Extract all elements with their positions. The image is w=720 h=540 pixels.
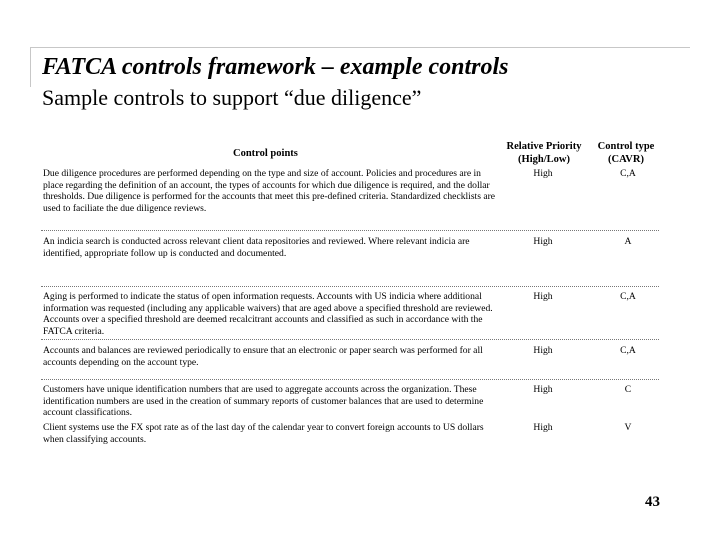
control-description: Aging is performed to indicate the status of open information requests. Accounts with US indicia where additional information was requested (including any applicable waivers) that are aged above a specified threshold are reviewed. Accounts over a specified threshold are deemed recalcitrant accounts and classified as such in accordance with the FATCA criteria. — [43, 291, 493, 337]
control-type: C,A — [620, 168, 636, 179]
header-priority-line2: (High/Low) — [518, 153, 570, 165]
control-type: A — [624, 236, 632, 247]
slide-title: FATCA controls framework – example controls — [42, 54, 509, 80]
control-priority: High — [533, 422, 553, 433]
control-priority: High — [533, 345, 553, 356]
control-description: An indicia search is conducted across relevant client data repositories and reviewed. Where relevant indicia are identified, appropriate follow up is conducted and documented. — [43, 236, 470, 259]
header-priority-line1: Relative Priority — [506, 141, 582, 152]
control-row — [41, 236, 659, 287]
header-type-line2: (CAVR) — [608, 153, 644, 165]
control-type: C,A — [620, 345, 636, 356]
control-type: V — [624, 422, 632, 433]
control-priority: High — [533, 236, 553, 247]
header-control-type — [592, 141, 660, 166]
control-description: Customers have unique identification numbers that are used to aggregate accounts across the organization. These identification numbers are used in the creation of summary reports of customer balances that are used to determine account classifications. — [43, 384, 484, 418]
title-left-rule — [30, 47, 31, 87]
page-number: 43 — [645, 494, 660, 510]
control-description: Client systems use the FX spot rate as of the last day of the calendar year to convert foreign accounts to US dollars when classifying accounts. — [43, 422, 484, 445]
control-description: Accounts and balances are reviewed periodically to ensure that an electronic or paper search was performed for all accounts depending on the account type. — [43, 345, 483, 368]
control-priority: High — [533, 384, 553, 395]
control-row — [41, 168, 659, 231]
control-type: C — [624, 384, 632, 395]
control-row — [41, 345, 659, 380]
control-type: C,A — [620, 291, 636, 302]
control-priority: High — [533, 291, 553, 302]
control-description: Due diligence procedures are performed depending on the type and size of account. Policies and procedures are in place regarding the definition of an account, the types of accounts for which due diligence is required, and the dollar thresholds. Due diligence is performed for the accounts that meet this pre-defined criteria. Standardized checklists are used to faciliate the due diligence reviews. — [43, 168, 496, 214]
control-row — [41, 291, 659, 340]
header-control-points: Control points — [233, 148, 298, 159]
slide-subtitle: Sample controls to support “due diligence” — [42, 85, 422, 110]
header-relative-priority — [500, 141, 588, 166]
header-type-line1: Control type — [597, 141, 655, 152]
control-row — [41, 384, 659, 420]
title-top-rule — [30, 47, 690, 48]
control-row — [41, 422, 659, 448]
control-priority: High — [533, 168, 553, 179]
